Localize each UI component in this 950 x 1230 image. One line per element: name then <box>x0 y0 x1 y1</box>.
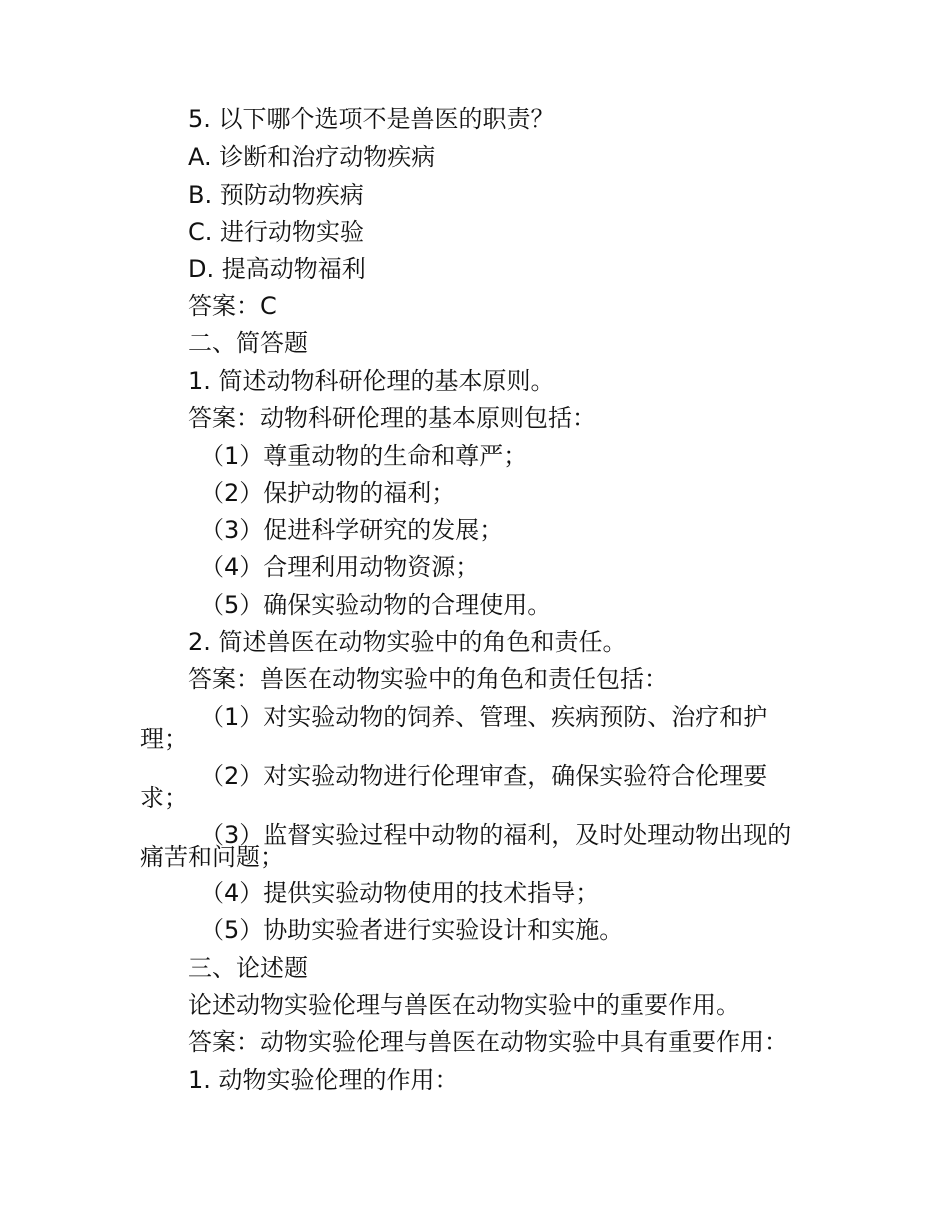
short-answer-1-item-5: （5）确保实验动物的合理使用。 <box>200 591 552 619</box>
short-answer-2-item-3-cont: 痛苦和问题； <box>140 843 284 871</box>
option-c: C. 进行动物实验 <box>188 218 365 246</box>
essay-question: 论述动物实验伦理与兽医在动物实验中的重要作用。 <box>188 991 740 1019</box>
answer-5: 答案：C <box>188 292 277 320</box>
short-question-1: 1. 简述动物科研伦理的基本原则。 <box>188 367 555 395</box>
essay-answer-point-1: 1. 动物实验伦理的作用： <box>188 1066 459 1094</box>
short-answer-2-item-4: （4）提供实验动物使用的技术指导； <box>200 879 600 907</box>
short-answer-2-item-2: （2）对实验动物进行伦理审查，确保实验符合伦理要 <box>200 762 768 790</box>
short-answer-1-item-3: （3）促进科学研究的发展； <box>200 516 504 544</box>
option-a: A. 诊断和治疗动物疾病 <box>188 143 436 171</box>
option-d: D. 提高动物福利 <box>188 255 366 283</box>
short-question-2: 2. 简述兽医在动物实验中的角色和责任。 <box>188 628 627 656</box>
short-answer-2-item-1: （1）对实验动物的饲养、管理、疾病预防、治疗和护 <box>200 703 768 731</box>
short-answer-2-intro: 答案：兽医在动物实验中的角色和责任包括： <box>188 665 668 693</box>
short-answer-2-item-3: （3）监督实验过程中动物的福利，及时处理动物出现的 <box>200 821 792 849</box>
short-answer-2-item-5: （5）协助实验者进行实验设计和实施。 <box>200 916 624 944</box>
section-heading-short-answer: 二、简答题 <box>188 329 308 357</box>
question-5: 5. 以下哪个选项不是兽医的职责？ <box>188 105 555 133</box>
section-heading-essay: 三、论述题 <box>188 954 308 982</box>
essay-answer-intro: 答案：动物实验伦理与兽医在动物实验中具有重要作用： <box>188 1028 788 1056</box>
short-answer-1-intro: 答案：动物科研伦理的基本原则包括： <box>188 404 596 432</box>
short-answer-2-item-2-cont: 求； <box>140 784 188 812</box>
short-answer-2-item-1-cont: 理； <box>140 725 188 753</box>
short-answer-1-item-2: （2）保护动物的福利； <box>200 479 456 507</box>
option-b: B. 预防动物疾病 <box>188 181 364 209</box>
short-answer-1-item-4: （4）合理利用动物资源； <box>200 553 480 581</box>
short-answer-1-item-1: （1）尊重动物的生命和尊严； <box>200 442 528 470</box>
